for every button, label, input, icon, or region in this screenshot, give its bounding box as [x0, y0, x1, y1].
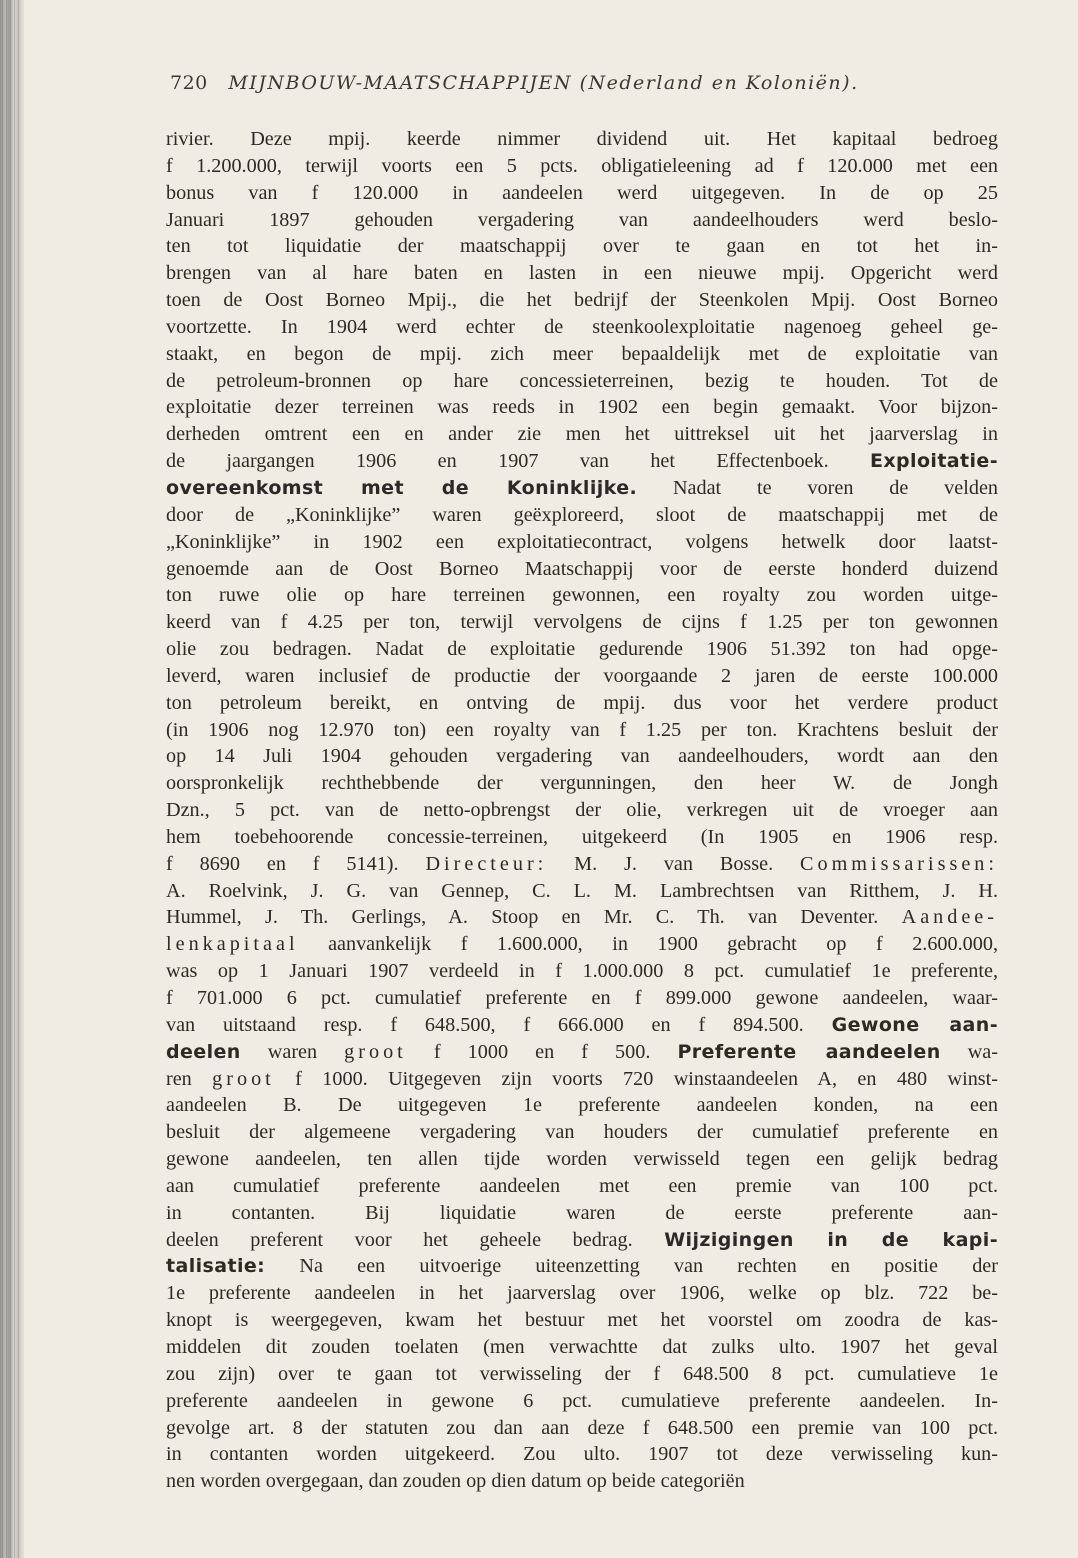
text-line: [166, 314, 998, 341]
section-heading-run: Wijzigingen in de kapi-: [664, 1228, 998, 1251]
text-line: [166, 394, 998, 421]
text-line: [166, 1200, 998, 1227]
text-run: Januari 1897 gehouden vergadering van aandeelhouders werd beslo-: [166, 208, 998, 231]
text-line: [166, 1415, 998, 1442]
spaced-term-run: groot: [212, 1067, 275, 1090]
text-run: wa-: [940, 1040, 998, 1063]
section-heading-run: Preferente aandeelen: [677, 1040, 941, 1063]
text-run: olie zou bedragen. Nadat de exploitatie gedurende 1906 51.392 ton had opge-: [166, 638, 998, 661]
text-line: [166, 1012, 998, 1039]
text-run: staakt, en begon de mpij. zich meer bepaaldelijk met de exploitatie van: [166, 342, 998, 365]
running-title: MIJNBOUW-MAATSCHAPPIJEN (Nederland en Koloniën).: [228, 72, 859, 94]
text-line: [166, 851, 998, 878]
text-line: [166, 878, 998, 905]
text-run: ton petroleum bereikt, en ontving de mpij. dus voor het verdere product: [166, 691, 998, 714]
text-run: van uitstaand resp. f 648.500, f 666.000 en f 894.500.: [166, 1013, 832, 1036]
text-run: gewone aandeelen, ten allen tijde worden verwisseld tegen een gelijk bedrag: [166, 1148, 998, 1171]
text-run: voortzette. In 1904 werd echter de steenkoolexploitatie nagenoeg geheel ge-: [166, 315, 998, 338]
text-line: [166, 368, 998, 395]
text-line: [166, 556, 998, 583]
text-run: aanvankelijk f 1.600.000, in 1900 gebracht op f 2.600.000,: [298, 933, 998, 956]
text-run: Hummel, J. Th. Gerlings, A. Stoop en Mr. C. Th. van Deventer.: [166, 906, 902, 929]
text-run: genoemde aan de Oost Borneo Maatschappij voor de eerste honderd duizend: [166, 557, 998, 580]
text-run: leverd, waren inclusief de productie der voorgaande 2 jaren de eerste 100.000: [166, 664, 998, 687]
text-line: [166, 180, 998, 207]
text-line: [166, 1388, 998, 1415]
text-run: deelen preferent voor het geheele bedrag.: [166, 1228, 665, 1251]
text-run: ren: [166, 1067, 213, 1090]
text-run: (in 1906 nog 12.970 ton) een royalty van f 1.25 per ton. Krachtens besluit der: [166, 718, 998, 741]
text-line: [166, 475, 998, 502]
text-run: f 701.000 6 pct. cumulatief preferente en f 899.000 gewone aandeelen, waar-: [166, 987, 998, 1009]
text-line: [166, 958, 998, 985]
text-line: [166, 824, 998, 851]
section-heading-run: deelen: [166, 1040, 241, 1063]
text-run: f 1000 en f 500.: [406, 1040, 678, 1063]
text-line: [166, 1039, 998, 1066]
text-run: derheden omtrent een en ander zie men het uittreksel uit het jaarverslag in: [166, 423, 998, 446]
text-line: [166, 1280, 998, 1307]
text-line: [166, 797, 998, 824]
text-line: [166, 1092, 998, 1119]
text-line: [166, 233, 998, 260]
text-run: brengen van al hare baten en lasten in een nieuwe mpij. Opgericht werd: [166, 262, 998, 285]
text-line: [166, 636, 998, 663]
text-run: de jaargangen 1906 en 1907 van het Effectenboek.: [166, 450, 870, 473]
spaced-term-run: lenkapitaal: [166, 933, 299, 956]
text-line: [166, 287, 998, 314]
text-run: Dzn., 5 pct. van de netto-opbrengst der olie, verkregen uit de vroeger aan: [166, 799, 998, 822]
text-line: [166, 1361, 998, 1388]
text-line: [166, 1227, 998, 1254]
spaced-term-run: Directeur:: [425, 852, 548, 875]
text-run: de petroleum-bronnen op hare concessieterreinen, bezig te houden. Tot de: [166, 369, 998, 392]
text-line: [166, 609, 998, 636]
text-line: [166, 1253, 998, 1280]
text-run: bonus van f 120.000 in aandeelen werd uitgegeven. In de op 25: [166, 181, 998, 204]
text-line: [166, 743, 998, 770]
text-run: was op 1 Januari 1907 verdeeld in f 1.000.000 8 pct. cumulatief 1e preferente,: [166, 960, 998, 983]
text-line: [166, 717, 998, 744]
text-run: aan cumulatief preferente aandeelen met een premie van 100 pct.: [166, 1174, 998, 1197]
text-line: [166, 1441, 998, 1468]
body-text: [166, 126, 998, 1495]
text-run: keerd van f 4.25 per ton, terwijl vervolgens de cijns f 1.25 per ton gewonnen: [166, 611, 998, 634]
section-heading-run: talisatie:: [166, 1255, 266, 1278]
text-line: [166, 529, 998, 556]
text-run: A. Roelvink, J. G. van Gennep, C. L. M. Lambrechtsen van Ritthem, J. H.: [166, 879, 998, 902]
text-run: op 14 Juli 1904 gehouden vergadering van aandeelhouders, wordt aan den: [166, 745, 998, 768]
text-line: [166, 690, 998, 717]
section-heading-run: Gewone aan-: [831, 1013, 998, 1036]
text-run: f 1000. Uitgegeven zijn voorts 720 winstaandeelen A, en 480 winst-: [274, 1067, 998, 1090]
text-run: toen de Oost Borneo Mpij., die het bedrijf der Steenkolen Mpij. Oost Borneo: [166, 289, 998, 312]
section-heading-run: overeenkomst met de Koninklijke.: [166, 476, 638, 499]
text-run: besluit der algemeene vergadering van houders der cumulatief preferente en: [166, 1121, 998, 1144]
text-line: [166, 1173, 998, 1200]
text-run: middelen dit zouden toelaten (men verwachtte dat zulks ulto. 1907 het geval: [166, 1335, 998, 1358]
text-run: 1e preferente aandeelen in het jaarverslag over 1906, welke op blz. 722 be-: [166, 1282, 998, 1305]
text-line: [166, 207, 998, 234]
text-run: M. J. van Bosse.: [547, 852, 801, 875]
text-line: [166, 153, 998, 180]
text-line: [166, 770, 998, 797]
text-run: door de „Koninklijke” waren geëxploreerd, sloot de maatschappij met de: [166, 503, 998, 526]
text-run: in contanten worden uitgekeerd. Zou ulto. 1907 tot deze verwisseling kun-: [166, 1443, 998, 1466]
text-line: [166, 448, 998, 475]
text-run: hem toebehoorende concessie-terreinen, uitgekeerd (In 1905 en 1906 resp.: [166, 825, 998, 848]
text-run: „Koninklijke” in 1902 een exploitatiecontract, volgens hetwelk door laatst-: [166, 530, 998, 553]
text-line: [166, 1119, 998, 1146]
text-line: [166, 1468, 998, 1495]
spaced-term-run: groot: [344, 1040, 407, 1063]
text-line: [166, 1066, 998, 1093]
text-run: in contanten. Bij liquidatie waren de eerste preferente aan-: [166, 1201, 998, 1224]
page-number: 720: [170, 72, 208, 94]
text-run: knopt is weergegeven, kwam het bestuur met het voorstel om zoodra de kas-: [166, 1309, 998, 1332]
text-line: [166, 1146, 998, 1173]
text-line: [166, 931, 998, 958]
text-run: Na een uitvoerige uiteenzetting van rechten en positie der: [265, 1255, 998, 1278]
text-run: f 8690 en f 5141).: [166, 852, 426, 875]
text-run: gevolge art. 8 der statuten zou dan aan deze f 648.500 een premie van 100 pct.: [166, 1416, 998, 1439]
text-line: [166, 341, 998, 368]
text-run: ton ruwe olie op hare terreinen gewonnen, een royalty zou worden uitge-: [166, 584, 998, 607]
text-line: [166, 1307, 998, 1334]
text-line: [166, 126, 998, 153]
text-line: [166, 985, 998, 1012]
text-run: preferente aandeelen in gewone 6 pct. cumulatieve preferente aandeelen. In-: [166, 1389, 998, 1412]
text-run: zou zijn) over te gaan tot verwisseling der f 648.500 8 pct. cumulatieve 1e: [166, 1362, 998, 1385]
spaced-term-run: Aandee-: [901, 906, 998, 929]
section-heading-run: Exploitatie-: [870, 450, 998, 473]
text-run: oorspronkelijk rechthebbende der vergunningen, den heer W. de Jongh: [166, 772, 998, 795]
text-run: ten tot liquidatie der maatschappij over te gaan en tot het in-: [166, 235, 998, 258]
text-line: [166, 904, 998, 931]
text-run: nen worden overgegaan, dan zouden op dien datum op beide categoriën: [166, 1470, 745, 1493]
text-line: [166, 421, 998, 448]
spaced-term-run: Commissarissen:: [800, 852, 998, 875]
text-line: [166, 502, 998, 529]
text-run: waren: [240, 1040, 345, 1063]
text-line: [166, 260, 998, 287]
text-run: aandeelen B. De uitgegeven 1e preferente aandeelen konden, na een: [166, 1094, 998, 1117]
text-run: Nadat te voren de velden: [637, 476, 998, 499]
running-header: [170, 72, 1010, 106]
text-line: [166, 663, 998, 690]
text-run: f 1.200.000, terwijl voorts een 5 pcts. obligatieleening ad f 120.000 met een: [166, 154, 998, 177]
text-run: exploitatie dezer terreinen was reeds in 1902 een begin gemaakt. Voor bijzon-: [166, 396, 998, 419]
text-run: rivier. Deze mpij. keerde nimmer dividend uit. Het kapitaal bedroeg: [166, 128, 998, 150]
text-line: [166, 582, 998, 609]
text-line: [166, 1334, 998, 1361]
